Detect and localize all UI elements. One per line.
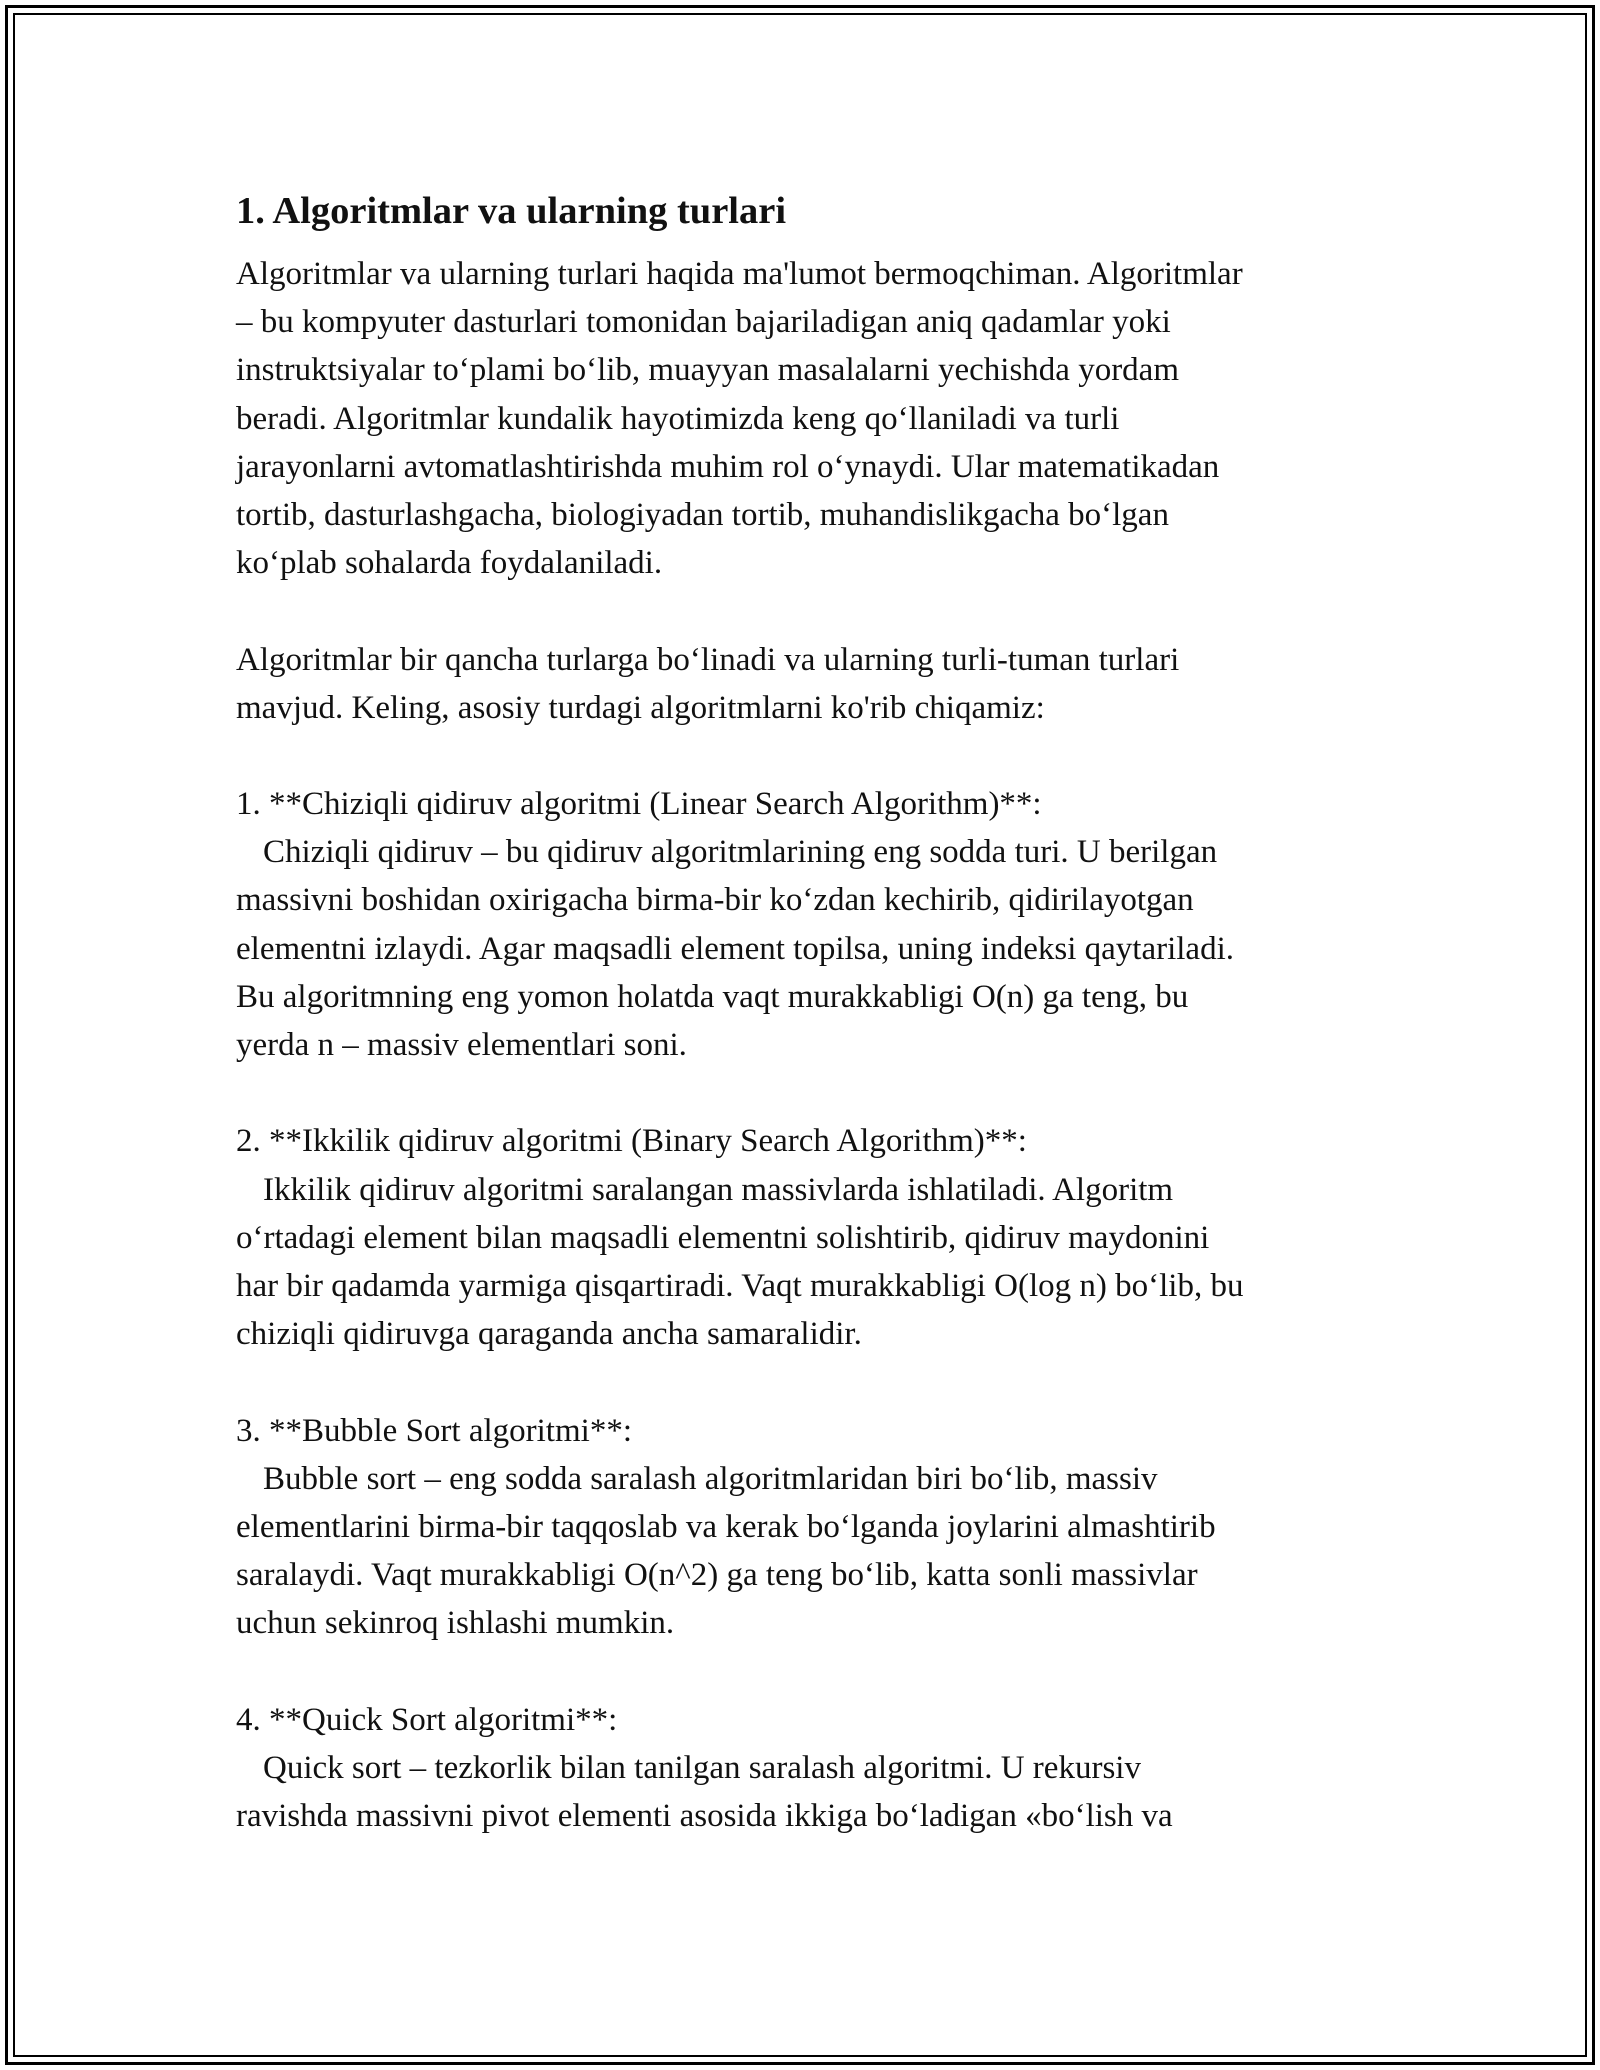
paragraph-gap [236,1647,1366,1695]
text-line: o‘rtadagi element bilan maqsadli elementni solishtirib, qidiruv maydonini [236,1219,1210,1256]
text-line: uchun sekinroq ishlashi mumkin. [236,1605,675,1642]
text-line: ravishda massivni pivot elementi asosida ikkiga bo‘ladigan «bo‘lish va [236,1798,1173,1834]
paragraph [236,1407,1366,1648]
text-line: Bubble sort – eng sodda saralash algoritmlaridan biri bo‘lib, massiv [263,1460,1158,1497]
text-line: 2. **Ikkilik qidiruv algoritmi (Binary Search Algorithm)**: [236,1123,1027,1160]
paragraph [236,1696,1366,1841]
text-line: 1. **Chiziqli qidiruv algoritmi (Linear Search Algorithm)**: [236,786,1042,823]
text-line: elementlarini birma-bir taqqoslab va kerak bo‘lganda joylarini almashtirib [236,1508,1216,1545]
text-line: ko‘plab sohalarda foydalaniladi. [236,545,663,582]
text-line: har bir qadamda yarmiga qisqartiradi. Vaqt murakkabligi O(log n) bo‘lib, bu [236,1267,1244,1304]
paragraph-list [236,250,1366,1840]
text-line: instruktsiyalar to‘plami bo‘lib, muayyan masalalarni yechishda yordam [236,352,1179,389]
text-line: Algoritmlar bir qancha turlarga bo‘linadi va ularning turli-tuman turlari [236,641,1180,678]
document-title: 1. Algoritmlar va ularning turlari [236,190,787,232]
text-line: Algoritmlar va ularning turlari haqida ma'lumot bermoqchiman. Algoritmlar [236,256,1243,292]
text-line: beradi. Algoritmlar kundalik hayotimizda keng qo‘llaniladi va turli [236,400,1120,437]
text-line: Ikkilik qidiruv algoritmi saralangan massivlarda ishlatiladi. Algoritm [263,1171,1174,1208]
paragraph [236,250,1366,587]
text-line: Chiziqli qidiruv – bu qidiruv algoritmlarining eng sodda turi. U berilgan [263,834,1218,871]
text-line: Bu algoritmning eng yomon holatda vaqt murakkabligi O(n) ga teng, bu [236,978,1189,1015]
text-line: chiziqli qidiruvga qaraganda ancha samaralidir. [236,1316,862,1353]
text-line: – bu kompyuter dasturlari tomonidan bajariladigan aniq qadamlar yoki [236,304,1171,341]
paragraph-gap [236,732,1366,780]
text-line: jarayonlarni avtomatlashtirishda muhim rol o‘ynaydi. Ular matematikadan [236,448,1220,485]
text-line: 4. **Quick Sort algoritmi**: [236,1701,618,1738]
document-body [236,186,1366,1840]
text-line: massivni boshidan oxirigacha birma-bir ko‘zdan kechirib, qidirilayotgan [236,882,1194,919]
text-line: Quick sort – tezkorlik bilan tanilgan saralash algoritmi. U rekursiv [263,1749,1141,1786]
text-line: saralaydi. Vaqt murakkabligi O(n^2) ga teng bo‘lib, katta sonli massivlar [236,1557,1198,1594]
paragraph-gap [236,1069,1366,1117]
text-line: tortib, dasturlashgacha, biologiyadan tortib, muhandislikgacha bo‘lgan [236,496,1169,533]
text-line: yerda n – massiv elementlari soni. [236,1027,687,1063]
paragraph [236,780,1366,1069]
text-line: elementni izlaydi. Agar maqsadli element topilsa, uning indeksi qaytariladi. [236,930,1234,967]
text-line: 3. **Bubble Sort algoritmi**: [236,1412,632,1449]
paragraph-gap [236,587,1366,635]
text-line: mavjud. Keling, asosiy turdagi algoritmlarni ko'rib chiqamiz: [236,689,1045,726]
paragraph-gap [236,1358,1366,1406]
paragraph [236,1117,1366,1358]
paragraph [236,636,1366,732]
